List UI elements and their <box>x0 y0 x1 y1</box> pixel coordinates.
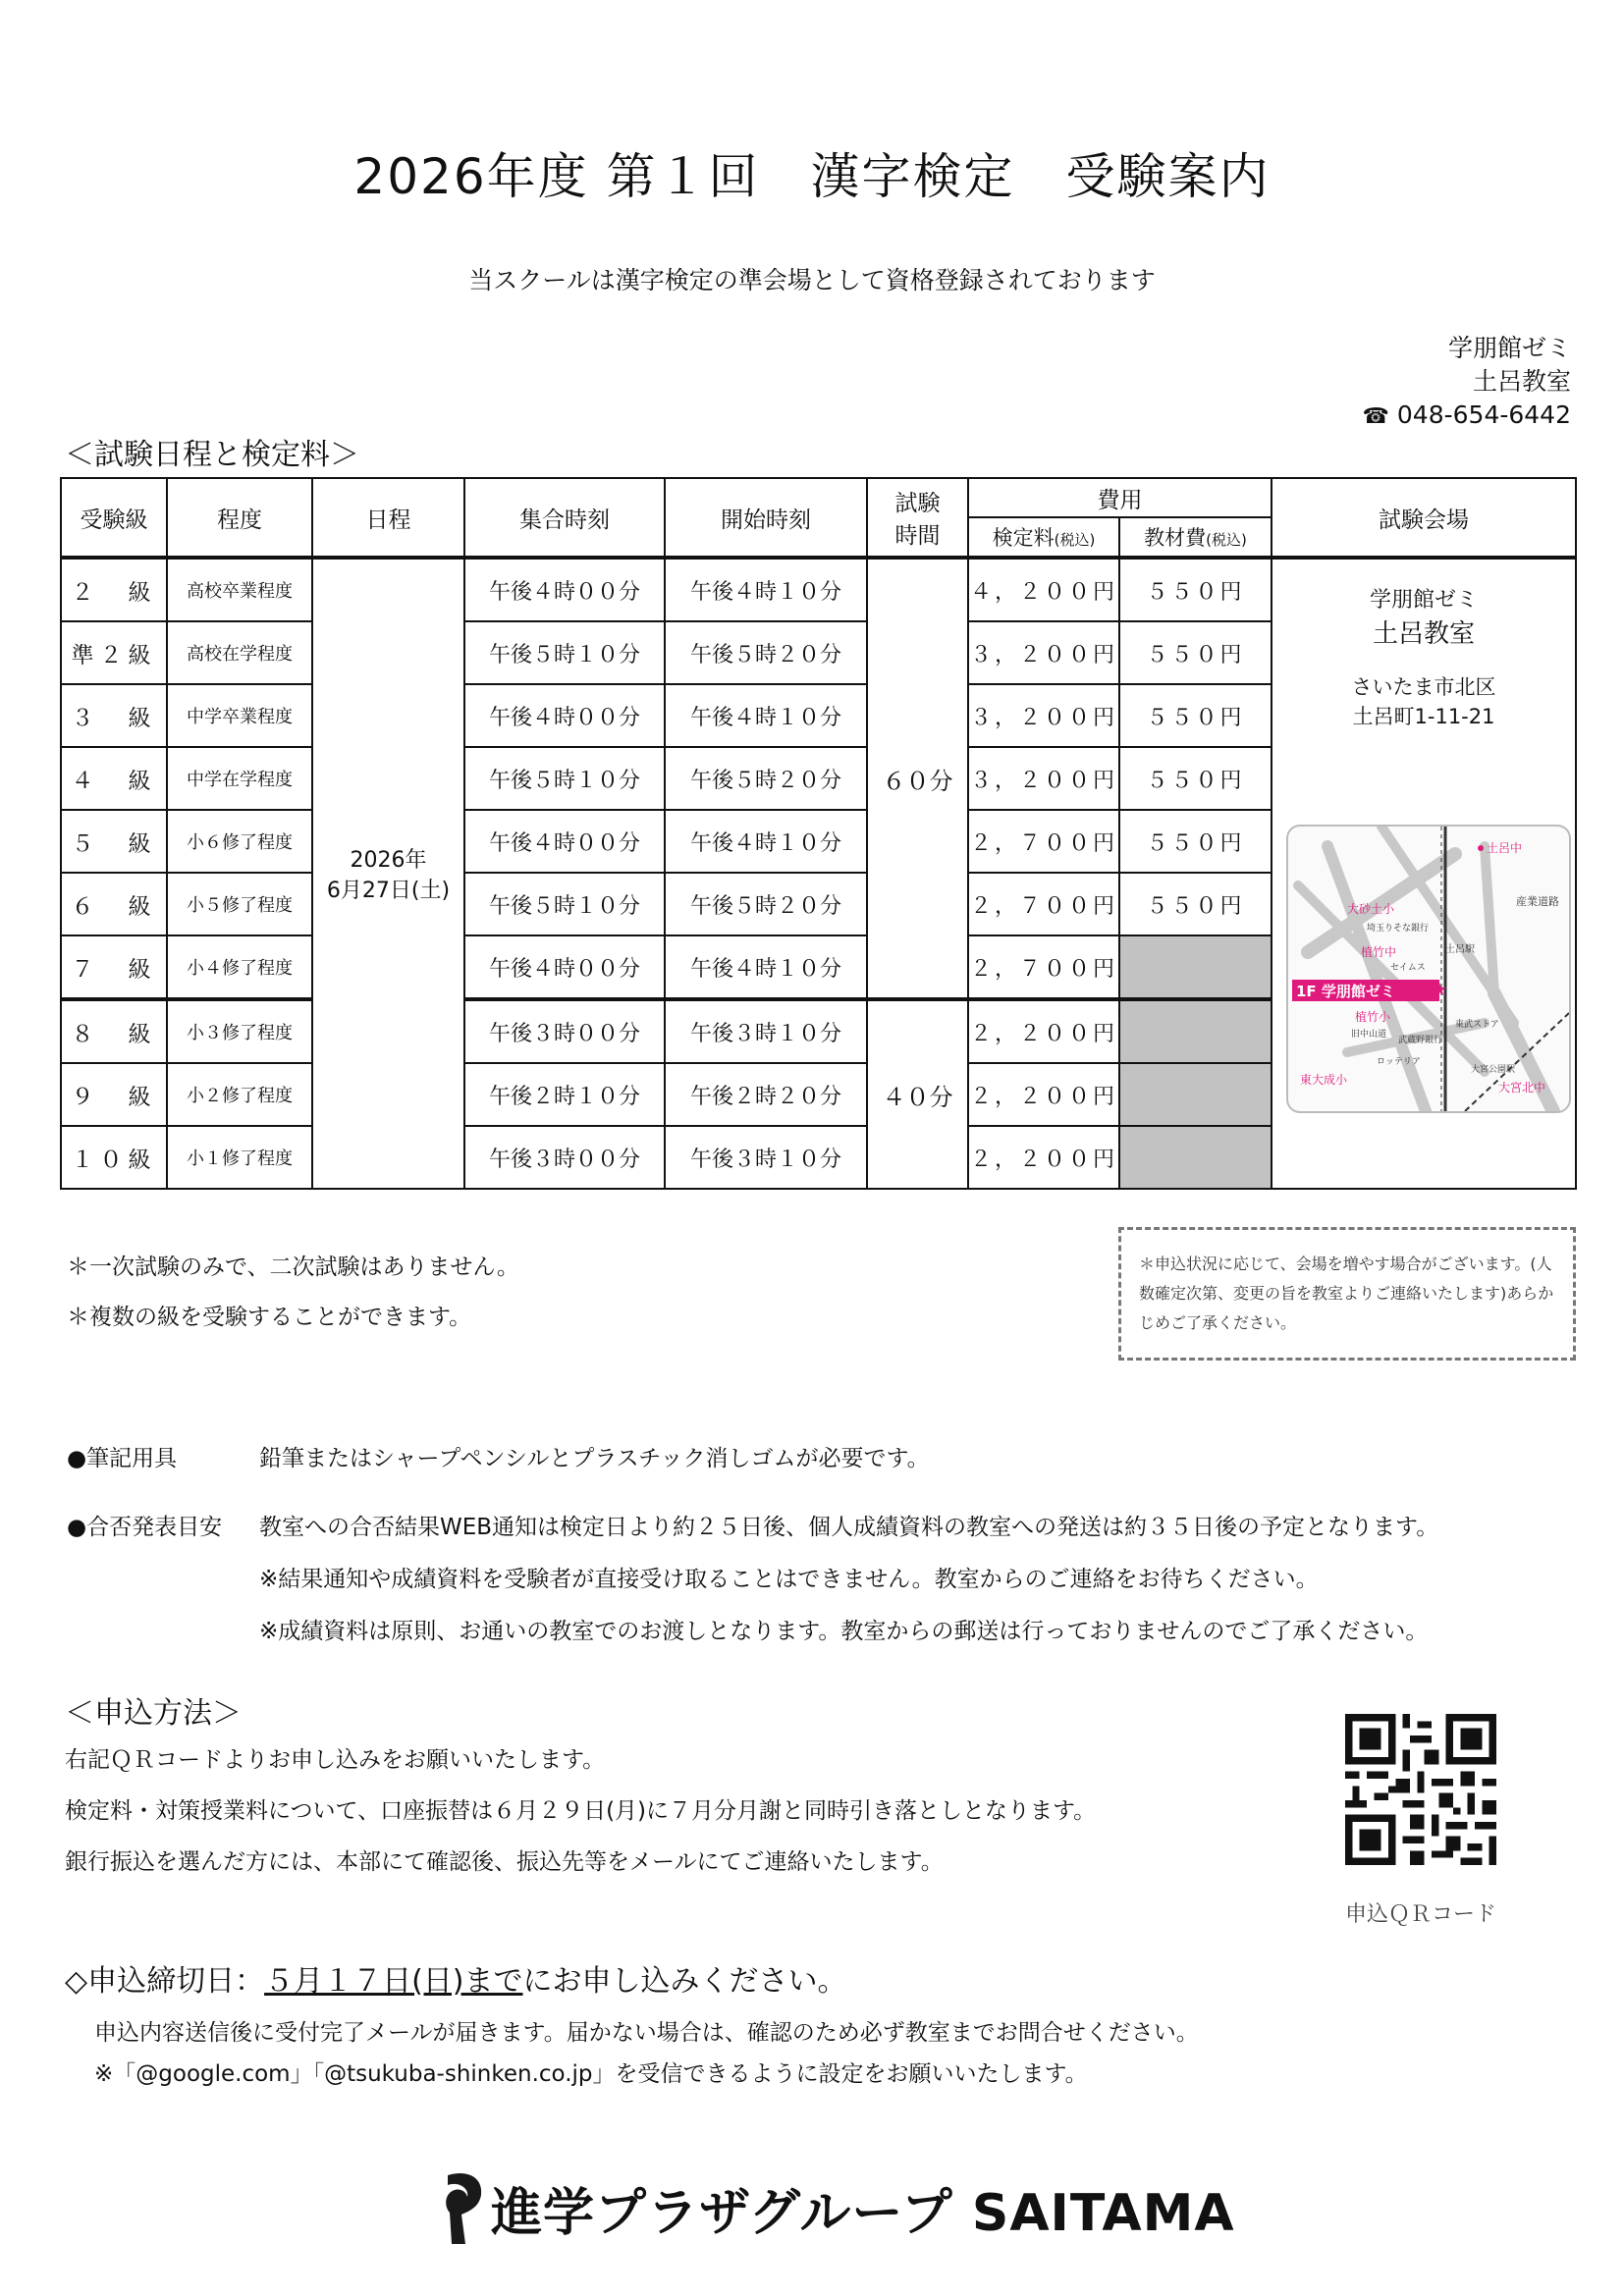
school-branch: 土呂教室 <box>1472 367 1571 396</box>
start-cell: 午後３時１０分 <box>665 1126 867 1189</box>
map-higashi-onari-es: 東大成小 <box>1300 1073 1348 1087</box>
logo-icon <box>442 2169 485 2248</box>
level-cell: 中学卒業程度 <box>167 684 312 747</box>
tools-text: 鉛筆またはシャープペンシルとプラスチック消しゴムが必要です。 <box>259 1446 930 1471</box>
date-line-1: 2026年 <box>350 848 427 873</box>
material-cell-empty <box>1119 1126 1272 1189</box>
header-fee <box>968 517 1119 558</box>
deadline-line-2: ※「@google.com」「@tsukuba-shinken.co.jp」を受信できるように設定をお願いいたします。 <box>94 2061 1088 2087</box>
map-bank2: 武蔵野銀行 <box>1398 1036 1443 1045</box>
gather-cell: 午後４時００分 <box>464 684 665 747</box>
grade-cell: ８ 級 <box>61 999 167 1063</box>
footer-text: 進学プラザグループ SAITAMA <box>491 2184 1235 2243</box>
venue-address-2: 土呂町1-11-21 <box>1352 705 1495 728</box>
fee-cell: ２，２００円 <box>968 1063 1119 1126</box>
map-graphic <box>1288 827 1569 1111</box>
header-date: 日程 <box>312 478 464 558</box>
start-cell: 午後２時２０分 <box>665 1063 867 1126</box>
gather-cell: 午後３時００分 <box>464 1126 665 1189</box>
fee-cell: ３，２００円 <box>968 684 1119 747</box>
map-otsuna-es: 大砂土小 <box>1347 902 1395 916</box>
level-cell: 中学在学程度 <box>167 747 312 810</box>
fee-cell: ２，７００円 <box>968 935 1119 999</box>
grade-cell: ２ 級 <box>61 558 167 621</box>
schedule-table <box>60 477 1577 1190</box>
deadline-date: ５月１７日(日)まで <box>264 1964 523 1999</box>
level-cell: 小６修了程度 <box>167 810 312 873</box>
start-cell: 午後５時２０分 <box>665 873 867 935</box>
header-material-label: 教材費 <box>1144 526 1207 550</box>
school-name: 学朋館ゼミ <box>1447 334 1571 362</box>
footer-logo <box>442 2169 485 2248</box>
start-cell: 午後４時１０分 <box>665 935 867 999</box>
header-grade: 受験級 <box>61 478 167 558</box>
material-cell: ５５０円 <box>1119 747 1272 810</box>
table-row <box>61 558 1576 621</box>
start-cell: 午後４時１０分 <box>665 810 867 873</box>
fee-cell: ４，２００円 <box>968 558 1119 621</box>
venue-address-1: さいたま市北区 <box>1351 675 1496 699</box>
header-material-tax: (税込) <box>1206 531 1247 549</box>
gather-cell: 午後４時００分 <box>464 810 665 873</box>
material-cell: ５５０円 <box>1119 621 1272 684</box>
note-1: ＊一次試験のみで、二次試験はありません。 <box>67 1255 519 1280</box>
grade-cell: ６ 級 <box>61 873 167 935</box>
start-cell: 午後４時１０分 <box>665 558 867 621</box>
venue-name-1: 学朋館ゼミ <box>1369 588 1478 613</box>
date-cell <box>312 558 464 1189</box>
apply-line-2: 検定料・対策授業料について、口座振替は６月２９日(月)に７月分月謝と同時引き落としとなります。 <box>65 1798 1097 1824</box>
tools-label: ●筆記用具 <box>67 1446 178 1471</box>
school-phone-line <box>1363 399 1571 434</box>
start-cell: 午後４時１０分 <box>665 684 867 747</box>
fee-cell: ２，７００円 <box>968 873 1119 935</box>
material-cell-empty <box>1119 999 1272 1063</box>
date-line-2: 6月27日(土) <box>326 879 451 903</box>
school-star-icon: ★ <box>1432 980 1448 1000</box>
start-cell: 午後３時１０分 <box>665 999 867 1063</box>
map-road-sangyo: 産業道路 <box>1516 895 1559 908</box>
qr-graphic <box>1345 1714 1496 1865</box>
material-cell: ５５０円 <box>1119 873 1272 935</box>
map-cafe: ロッテリア <box>1377 1057 1421 1067</box>
header-level: 程度 <box>167 478 312 558</box>
header-fee-label: 検定料 <box>992 526 1055 550</box>
header-cost: 費用 <box>968 478 1272 517</box>
gather-cell: 午後５時１０分 <box>464 621 665 684</box>
grade-cell: ５ 級 <box>61 810 167 873</box>
venue-cell <box>1272 558 1576 1189</box>
start-cell: 午後５時２０分 <box>665 747 867 810</box>
note-2: ＊複数の級を受験することができます。 <box>67 1305 472 1330</box>
grade-cell: ４ 級 <box>61 747 167 810</box>
material-cell: ５５０円 <box>1119 558 1272 621</box>
header-venue: 試験会場 <box>1272 478 1576 558</box>
access-map <box>1286 825 1571 1113</box>
gather-cell: 午後４時００分 <box>464 558 665 621</box>
map-omiya-kita-jhs: 大宮北中 <box>1498 1081 1546 1095</box>
page-title: 2026年度 第１回 漢字検定 受験案内 <box>353 148 1271 205</box>
material-cell-empty <box>1119 1063 1272 1126</box>
level-cell: 小４修了程度 <box>167 935 312 999</box>
map-seimus: セイムス <box>1390 963 1426 973</box>
map-uetake-jhs: 植竹中 <box>1361 945 1397 959</box>
subtitle: 当スクールは漢字検定の準会場として資格登録されております <box>468 266 1156 294</box>
material-cell-empty <box>1119 935 1272 999</box>
header-gather: 集合時刻 <box>464 478 665 558</box>
map-uetake-es: 植竹小 <box>1355 1010 1391 1024</box>
fee-cell: ２，２００円 <box>968 1126 1119 1189</box>
school-phone: 048-654-6442 <box>1396 400 1571 429</box>
level-cell: 小１修了程度 <box>167 1126 312 1189</box>
qr-label: 申込ＱＲコード <box>1344 1902 1496 1927</box>
level-cell: 高校在学程度 <box>167 621 312 684</box>
map-store: 東武ストア <box>1455 1020 1499 1030</box>
level-cell: 小５修了程度 <box>167 873 312 935</box>
result-label: ●合否発表目安 <box>67 1515 223 1540</box>
schedule-heading: ＜試験日程と検定料＞ <box>65 438 359 472</box>
deadline-line-1: 申込内容送信後に受付完了メールが届きます。届かない場合は、確認のため必ず教室までお問合せください。 <box>94 2020 1199 2046</box>
duration-cell: ４０分 <box>867 999 968 1189</box>
fee-cell: ３，２００円 <box>968 747 1119 810</box>
gather-cell: 午後２時１０分 <box>464 1063 665 1126</box>
level-cell: 小２修了程度 <box>167 1063 312 1126</box>
apply-heading: ＜申込方法＞ <box>65 1696 242 1731</box>
header-duration-2: 時間 <box>894 523 941 549</box>
level-cell: 高校卒業程度 <box>167 558 312 621</box>
material-cell: ５５０円 <box>1119 684 1272 747</box>
map-toro-jhs: 土呂中 <box>1487 841 1523 855</box>
level-cell: 小３修了程度 <box>167 999 312 1063</box>
apply-line-3: 銀行振込を選んだ方には、本部にて確認後、振込先等をメールにてご連絡いたします。 <box>65 1849 944 1875</box>
map-bank1: 埼玉りそな銀行 <box>1367 924 1430 934</box>
note-box: ＊申込状況に応じて、会場を増やす場合がございます。(人数確定次第、変更の旨を教室よりご連絡いたします)あらかじめご了承ください。 <box>1118 1227 1576 1361</box>
result-text-3: ※成績資料は原則、お通いの教室でのお渡しとなります。教室からの郵送は行っておりませんのでご了承ください。 <box>259 1619 1429 1644</box>
gather-cell: 午後４時００分 <box>464 935 665 999</box>
gather-cell: 午後３時００分 <box>464 999 665 1063</box>
header-material <box>1119 517 1272 558</box>
duration-cell: ６０分 <box>867 558 968 999</box>
deadline-suffix: にお申し込みください。 <box>522 1964 847 1999</box>
fee-cell: ３，２００円 <box>968 621 1119 684</box>
deadline <box>65 1956 847 2000</box>
school-info <box>1363 332 1571 434</box>
qr-code-icon[interactable] <box>1345 1714 1496 1865</box>
gather-cell: 午後５時１０分 <box>464 747 665 810</box>
header-duration-1: 試験 <box>894 491 941 516</box>
header-duration <box>867 478 968 558</box>
fee-cell: ２，２００円 <box>968 999 1119 1063</box>
fee-cell: ２，７００円 <box>968 810 1119 873</box>
material-cell: ５５０円 <box>1119 810 1272 873</box>
map-park-station: 大宮公園駅 <box>1471 1065 1516 1075</box>
result-text-2: ※結果通知や成績資料を受験者が直接受け取ることはできません。教室からのご連絡をお待ちください。 <box>259 1567 1319 1592</box>
apply-line-1: 右記ＱＲコードよりお申し込みをお願いいたします。 <box>65 1747 606 1773</box>
grade-cell: ３ 級 <box>61 684 167 747</box>
venue-name-2: 土呂教室 <box>1372 619 1475 649</box>
grade-cell: ９ 級 <box>61 1063 167 1126</box>
map-road-kyu: 旧中山道 <box>1351 1030 1387 1040</box>
grade-cell: 準２級 <box>61 621 167 684</box>
header-start: 開始時刻 <box>665 478 867 558</box>
phone-icon: ☎ <box>1362 404 1389 429</box>
map-school-label: 1F 学朋館ゼミ <box>1296 983 1395 1000</box>
gather-cell: 午後５時１０分 <box>464 873 665 935</box>
header-fee-tax: (税込) <box>1054 531 1096 549</box>
deadline-prefix: ◇申込締切日： <box>65 1964 265 1999</box>
grade-cell: １０級 <box>61 1126 167 1189</box>
grade-cell: ７ 級 <box>61 935 167 999</box>
start-cell: 午後５時２０分 <box>665 621 867 684</box>
result-text-1: 教室への合否結果WEB通知は検定日より約２５日後、個人成績資料の教室への発送は約３５日後の予定となります。 <box>259 1515 1439 1540</box>
map-toro-station: 土呂駅 <box>1445 944 1475 955</box>
